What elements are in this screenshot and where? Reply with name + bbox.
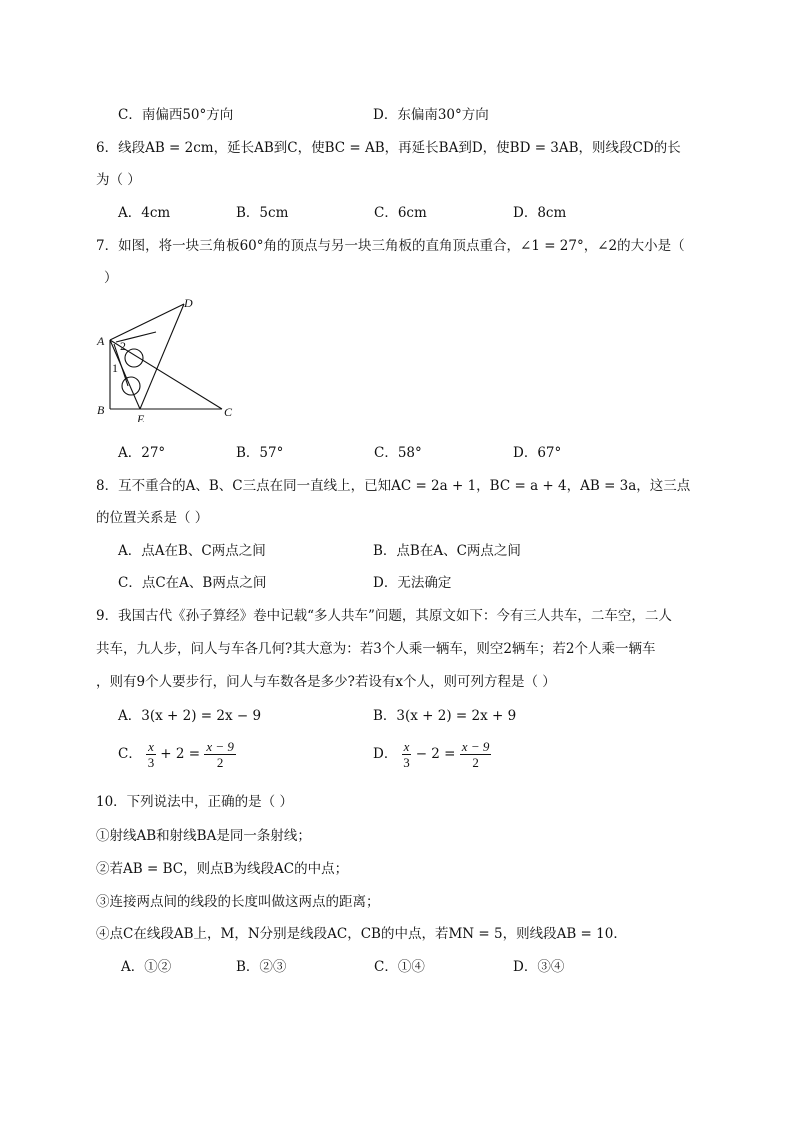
numerator: x (403, 739, 410, 754)
q7-option-d: D．67° (513, 445, 562, 461)
q5-option-d: D．东偏南30°方向 (373, 107, 489, 123)
denominator: 3 (147, 755, 155, 770)
q6-option-d: D．8cm (513, 205, 567, 221)
q9-option-c-prefix: C． (118, 746, 142, 762)
label-b: B (97, 403, 105, 417)
q6-stem-line2: 为（ ） (96, 172, 141, 188)
denominator: 2 (216, 755, 224, 770)
q10-option-c: C．①④ (374, 959, 425, 975)
operator: + 2 = (160, 746, 201, 762)
q10-statement-2: ②若AB = BC，则点B为线段AC的中点； (96, 861, 349, 877)
q6-option-c: C．6cm (374, 205, 427, 221)
q8-option-c: C．点C在A、B两点之间 (118, 575, 267, 591)
q9-stem-line2: 共车，九人步，问人与车各几何?其大意为：若3个人乘一辆车，则空2辆车；若2个人乘一辆车 (96, 641, 656, 657)
operator: − 2 = (415, 746, 456, 762)
segment-ac (110, 340, 222, 409)
segment-de (140, 304, 184, 409)
numerator: x − 9 (206, 739, 234, 754)
label-angle-1: 1 (112, 361, 118, 375)
q10-statement-1: ①射线AB和射线BA是同一条射线； (96, 828, 311, 844)
q7-option-a: A．27° (118, 445, 166, 461)
q8-option-d: D．无法确定 (373, 575, 452, 591)
q9-option-a: A．3(x + 2) = 2x − 9 (118, 708, 262, 724)
fraction (146, 739, 156, 770)
q7-stem-line2: ） (104, 270, 118, 286)
q10-option-d: D．③④ (513, 959, 565, 975)
q8-stem-line2: 的位置关系是（ ） (96, 510, 209, 526)
q7-option-c: C．58° (374, 445, 422, 461)
q8-option-b: B．点B在A、C两点之间 (373, 543, 521, 559)
label-a: A (97, 334, 105, 348)
set-square-hole-upper (125, 349, 143, 367)
q10-statement-4: ④点C在线段AB上，M，N分别是线段AC，CB的中点，若MN = 5，则线段AB = 10． (96, 926, 627, 942)
q6-stem-line1: 6．线段AB = 2cm，延长AB到C，使BC = AB，再延长BA到D，使BD = 3AB，则线段CD的长 (96, 140, 681, 156)
fraction (460, 739, 492, 770)
fraction (402, 739, 412, 770)
q5-option-c: C．南偏西50°方向 (118, 107, 234, 123)
q6-option-b: B．5cm (236, 205, 289, 221)
q10-option-a: A．①② (121, 959, 172, 975)
q9-option-d (373, 739, 491, 770)
q7-option-b: B．57° (236, 445, 284, 461)
set-square-hole-lower (122, 377, 140, 395)
q8-option-a: A．点A在B、C两点之间 (118, 543, 266, 559)
q7-stem-line1: 7．如图，将一块三角板60°角的顶点与另一块三角板的直角顶点重合，∠1 = 27°，∠2的大小是（ (96, 238, 685, 254)
numerator: x − 9 (461, 739, 490, 754)
q9-stem-line1: 9．我国古代《孙子算经》卷中记载“多人共车”问题，其原文如下：今有三人共车，二车空，二人 (96, 608, 672, 624)
numerator: x (148, 739, 154, 754)
q9-stem-line3: ，则有9个人要步行，问人与车数各是多少?若设有x个人，则可列方程是（ ） (96, 674, 556, 690)
q7-triangle-figure (94, 292, 244, 422)
fraction (204, 739, 236, 770)
q10-statement-3: ③连接两点间的线段的长度叫做这两点的距离； (96, 894, 380, 910)
q6-option-a: A．4cm (118, 205, 171, 221)
label-angle-2: 2 (120, 339, 126, 353)
q9-option-c (118, 739, 236, 770)
q8-stem-line1: 8．互不重合的A、B、C三点在同一直线上，已知AC = 2a + 1，BC = a + 4，AB = 3a，这三点 (96, 478, 691, 494)
q10-stem: 10．下列说法中，正确的是（ ） (96, 794, 293, 810)
q9-option-d-prefix: D． (373, 746, 398, 762)
label-d: D (184, 296, 193, 310)
q10-option-b: B．②③ (236, 959, 287, 975)
denominator: 3 (403, 755, 410, 770)
q9-option-b: B．3(x + 2) = 2x + 9 (373, 708, 517, 724)
denominator: 2 (472, 755, 479, 770)
label-c: C (224, 405, 233, 419)
label-e: E (137, 412, 145, 422)
